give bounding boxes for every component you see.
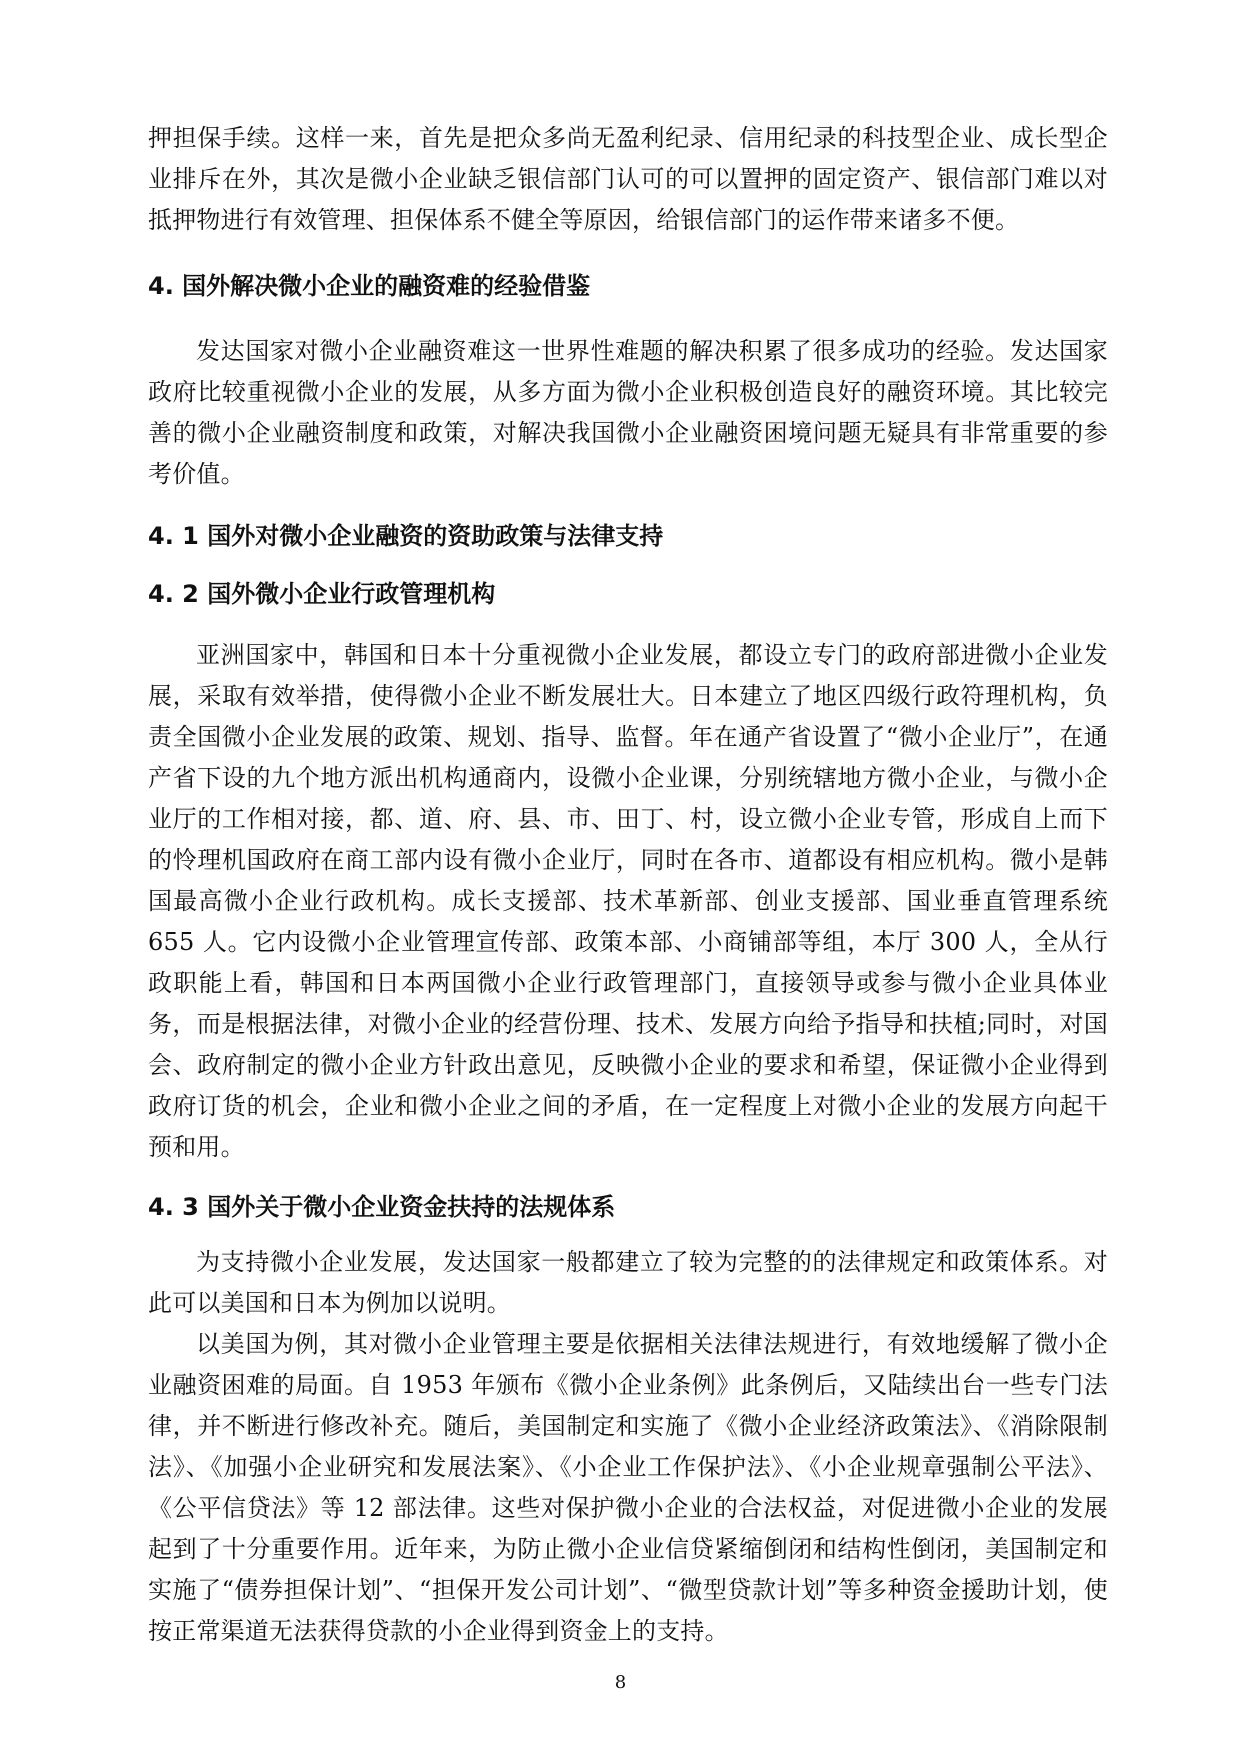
- section-4-3-paragraph-1: 为支持微小企业发展，发达国家一般都建立了较为完整的的法律规定和政策体系。对此可以美国和日本为例加以说明。: [148, 1248, 1108, 1317]
- section-4-2-heading: 4. 2 国外微小企业行政管理机构: [148, 580, 496, 608]
- section-4-3-heading: 4. 3 国外关于微小企业资金扶持的法规体系: [148, 1193, 616, 1221]
- section-4-2-paragraph: 亚洲国家中，韩国和日本十分重视微小企业发展，都设立专门的政府部进微小企业发展，采取有效举措，使得微小企业不断发展壮大。日本建立了地区四级行政符理机构，负责全国微小企业发展的政策、规划、指导、监督。年在通产省设置了“微小企业厅”，在通产省下设的九个地方派出机构通商内，设微小企业课，分别统辖地方微小企业，与微小企业厅的工作相对接，都、道、府、县、市、田丁、村，设立微小企业专管，形成自上而下的怜理机国政府在商工部内设有微小企业厅，同时在各市、道都设有相应机构。微小是韩国最高微小企业行政机构。成长支援部、技术革新部、创业支援部、国业垂直管理系统 655 人。它内设微小企业管理宣传部、政策本部、小商铺部等组，本厅 300 人，全从行政职能上看，韩国和日本两国微小企业行政管理部门，直接领导或参与微小企业具体业务，而是根据法律，对微小企业的经营份理、技术、发展方向给予指导和扶植;同时，对国会、政府制定的微小企业方针政出意见，反映微小企业的要求和希望，保证微小企业得到政府订货的机会，企业和微小企业之间的矛盾，在一定程度上对微小企业的发展方向起干预和用。: [148, 641, 1108, 1161]
- section-4-1-heading: 4. 1 国外对微小企业融资的资助政策与法律支持: [148, 522, 664, 550]
- page-number: 8: [614, 1672, 627, 1693]
- section-4-3-paragraph-2: 以美国为例，其对微小企业管理主要是依据相关法律法规进行，有效地缓解了微小企业融资困难的局面。自 1953 年颁布《微小企业条例》此条例后，又陆续出台一些专门法律，并不断进行修改补充。随后，美国制定和实施了《微小企业经济政策法》、《消除限制法》、《加强小企业研究和发展法案》、《小企业工作保护法》、《小企业规章强制公平法》、《公平信贷法》等 12 部法律。这些对保护微小企业的合法权益，对促进微小企业的发展起到了十分重要作用。近年来，为防止微小企业信贷紧缩倒闭和结构性倒闭，美国制定和实施了“债券担保计划”、“担保开发公司计划”、“微型贷款计划”等多种资金援助计划，使按正常渠道无法获得贷款的小企业得到资金上的支持。: [148, 1330, 1108, 1645]
- section-4-heading: 4. 国外解决微小企业的融资难的经验借鉴: [148, 272, 591, 300]
- page-content: [148, 118, 1108, 1652]
- intro-paragraph: 押担保手续。这样一来，首先是把众多尚无盈利纪录、信用纪录的科技型企业、成长型企业排斥在外，其次是微小企业缺乏银信部门认可的可以置押的固定资产、银信部门难以对抵押物进行有效管理、担保体系不健全等原因，给银信部门的运作带来诸多不便。: [148, 124, 1108, 234]
- section-4-paragraph: 发达国家对微小企业融资难这一世界性难题的解决积累了很多成功的经验。发达国家政府比较重视微小企业的发展，从多方面为微小企业积极创造良好的融资环境。其比较完善的微小企业融资制度和政策，对解决我国微小企业融资困境问题无疑具有非常重要的参考价值。: [148, 337, 1108, 488]
